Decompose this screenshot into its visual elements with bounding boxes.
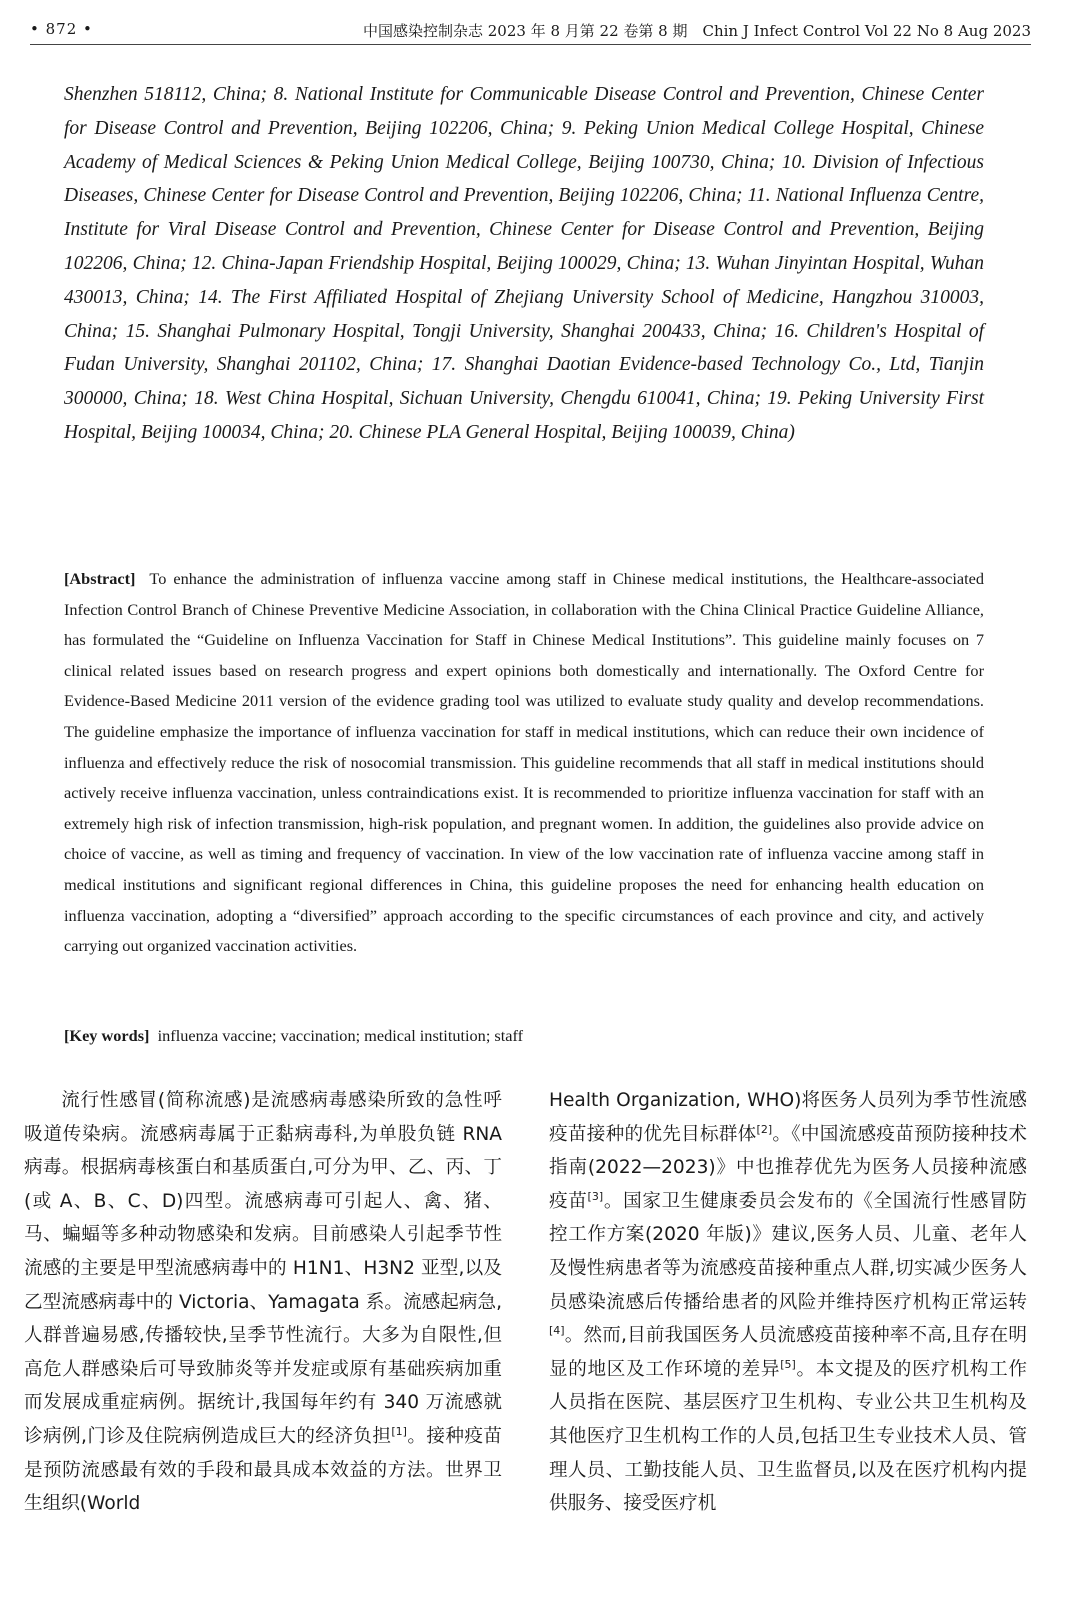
body-right-text-4: 。然而,目前我国医务人员流感疫苗接种率不高,且存在明显的地区及工作环境的差异 (549, 1325, 1027, 1380)
keywords-text: influenza vaccine; vaccination; medical institution; staff (157, 1026, 524, 1045)
body-left-text-1: 流行性感冒(简称流感)是流感病毒感染所致的急性呼吸道传染病。流感病毒属于正黏病毒科,为单股负链 RNA 病毒。根据病毒核蛋白和基质蛋白,可分为甲、乙、丙、丁(或 A、B、C、D)四型。流感病毒可引起人、禽、猪、马、蝙蝠等多种动物感染和发病。目前感染人引起季节性流感的主要是甲型流感病毒中的 H1N1、H3N2 亚型,以及乙型流感病毒中的 Victoria、Yamagata 系。流感起病急,人群普遍易感,传播较快,呈季节性流行。大多为自限性,但高危人群感染后可导致肺炎等并发症或原有基础疾病加重而发展成重症病例。据统计,我国每年约有 340 万流感就诊病例,门诊及住院病例造成巨大的经济负担 (24, 1090, 502, 1447)
header-rule (30, 44, 1031, 45)
citation-ref-5: [5] (780, 1357, 796, 1371)
body-right-text-1: Health Organization, WHO)将医务人员列为季节性流感疫苗接种的优先目标群体 (549, 1090, 1027, 1145)
citation-ref-4: [4] (549, 1323, 565, 1337)
journal-citation: 中国感染控制杂志 2023 年 8 月第 22 卷第 8 期 Chin J Infect Control Vol 22 No 8 Aug 2023 (363, 22, 1031, 40)
abstract-text: To enhance the administration of influenza vaccine among staff in Chinese medical institutions, the Healthcare-associated Infection Control Branch of Chinese Preventive Medicine Association, in collaboration with the China Clinical Practice Guideline Alliance, has formulated the “Guideline on Influenza Vaccination for Staff in Chinese Medical Institutions”. This guideline mainly focuses on 7 clinical related issues based on research progress and expert opinions both domestically and internationally. The Oxford Centre for Evidence-Based Medicine 2011 version of the evidence grading tool was utilized to evaluate study quality and develop recommendations. The guideline emphasize the importance of influenza vaccination for staff in medical institutions, which can reduce their own incidence of influenza and effectively reduce the risk of nosocomial transmission. This guideline recommends that all staff in medical institutions should actively receive influenza vaccination, unless contraindications exist. It is recommended to prioritize influenza vaccination for staff with an extremely high risk of infection transmission, high-risk population, and pregnant women. In addition, the guidelines also provide advice on choice of vaccine, as well as timing and frequency of vaccination. In view of the low vaccination rate of influenza vaccine among staff in medical institutions and significant regional differences in China, this guideline proposes the need for enhancing health education on influenza vaccination, adopting a “diversified” approach according to the specific circumstances of each province and city, and actively carrying out organized vaccination activities. (64, 569, 984, 956)
body-column-right (549, 1084, 1027, 1521)
page-number: • 872 • (30, 20, 93, 38)
abstract-label: [Abstract] (64, 569, 136, 588)
affiliations-text: Shenzhen 518112, China; 8. National Institute for Communicable Disease Control and Prevention, Chinese Center for Disease Control and Prevention, Beijing 102206, China; 9. Peking Union Medical College Hospital, Chinese Academy of Medical Sciences & Peking Union Medical College, Beijing 100730, China; 10. Division of Infectious Diseases, Chinese Center for Disease Control and Prevention, Beijing 102206, China; 11. National Influenza Centre, Institute for Viral Disease Control and Prevention, Chinese Center for Disease Control and Prevention, Beijing 102206, China; 12. China-Japan Friendship Hospital, Beijing 100029, China; 13. Wuhan Jinyintan Hospital, Wuhan 430013, China; 14. The First Affiliated Hospital of Zhejiang University School of Medicine, Hangzhou 310003, China; 15. Shanghai Pulmonary Hospital, Tongji University, Shanghai 200433, China; 16. Children's Hospital of Fudan University, Shanghai 201102, China; 17. Shanghai Daotian Evidence-based Technology Co., Ltd, Tianjin 300000, China; 18. West China Hospital, Sichuan University, Chengdu 610041, China; 19. Peking University First Hospital, Beijing 100034, China; 20. Chinese PLA General Hospital, Beijing 100039, China) (64, 84, 984, 443)
body-right-text-2: 。《中国流感疫苗预防接种技术指南(2022—2023)》中也推荐优先为医务人员接种流感疫苗 (549, 1123, 1027, 1212)
keywords-paragraph (64, 1021, 984, 1051)
abstract-paragraph (64, 564, 984, 962)
keywords-label: [Key words] (64, 1026, 150, 1045)
citation-ref-1: [1] (391, 1424, 407, 1438)
body-column-left (24, 1084, 502, 1521)
body-right-text-5: 。本文提及的医疗机构工作人员指在医院、基层医疗卫生机构、专业公共卫生机构及其他医疗卫生机构工作的人员,包括卫生专业技术人员、管理人员、工勤技能人员、卫生监督员,以及在医疗机构内提供服务、接受医疗机 (549, 1358, 1027, 1515)
citation-ref-3: [3] (587, 1189, 604, 1203)
body-right-text-3: 。国家卫生健康委员会发布的《全国流行性感冒防控工作方案(2020 年版)》建议,医务人员、儿童、老年人及慢性病患者等为流感疫苗接种重点人群,切实减少医务人员感染流感后传播给患者的风险并维持医疗机构正常运转 (549, 1190, 1027, 1313)
citation-ref-2: [2] (756, 1122, 773, 1136)
body-left-text-2: 。接种疫苗是预防流感最有效的手段和最具成本效益的方法。世界卫生组织(World (24, 1425, 502, 1515)
